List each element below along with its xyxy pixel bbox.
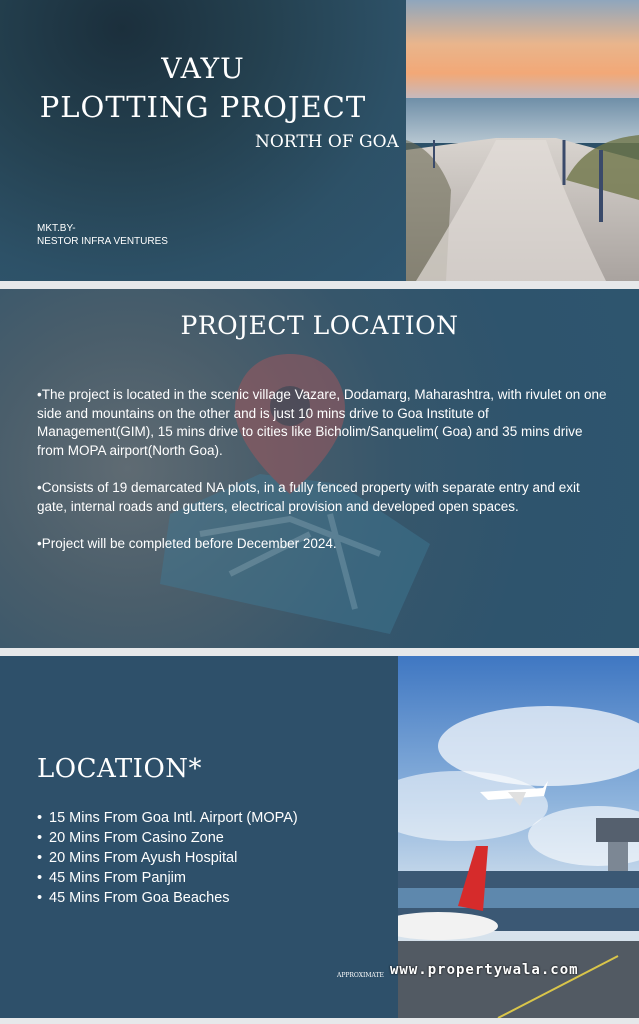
marketed-by — [37, 222, 168, 248]
project-title: VAYU — [161, 52, 245, 85]
list-item: • 45 Mins From Goa Beaches — [37, 888, 298, 908]
location-slide — [0, 656, 639, 1018]
distance-list — [37, 808, 298, 908]
list-item: • 15 Mins From Goa Intl. Airport (MOPA) — [37, 808, 298, 828]
cover-slide — [0, 0, 639, 281]
project-title-line2: PLOTTING PROJECT — [39, 90, 367, 124]
beach-photo — [406, 0, 639, 281]
location-description: •The project is located in the scenic village Vazare, Dodamarg, Maharashtra, with rivulet on one side and mountains on the other and is just 10 mins drive to Goa Institute of Management(GIM), 15 mins drive to cities like Bicholim/Sanquelim( Goa) and 35 mins drive from MOPA airport(North Goa). — [37, 387, 607, 458]
list-item: • 20 Mins From Ayush Hospital — [37, 848, 298, 868]
section-title: LOCATION* — [37, 754, 203, 784]
plots-description: •Consists of 19 demarcated NA plots, in a fully fenced property with separate entry and exit gate, internal roads and gutters, electrical provision and developed open spaces. — [37, 480, 580, 514]
project-location-slide — [0, 289, 639, 648]
list-item: • 45 Mins From Panjim — [37, 868, 298, 888]
watermark: www.propertywala.com — [390, 962, 579, 978]
project-subtitle: NORTH OF GOA — [255, 132, 399, 152]
approximate-note: APPROXIMATE — [337, 972, 384, 979]
marketed-by-company: NESTOR INFRA VENTURES — [37, 236, 168, 247]
section-title: PROJECT LOCATION — [180, 311, 459, 340]
list-item: • 20 Mins From Casino Zone — [37, 828, 298, 848]
marketed-by-label: MKT.BY- — [37, 223, 76, 234]
completion-note: •Project will be completed before December 2024. — [37, 536, 337, 551]
